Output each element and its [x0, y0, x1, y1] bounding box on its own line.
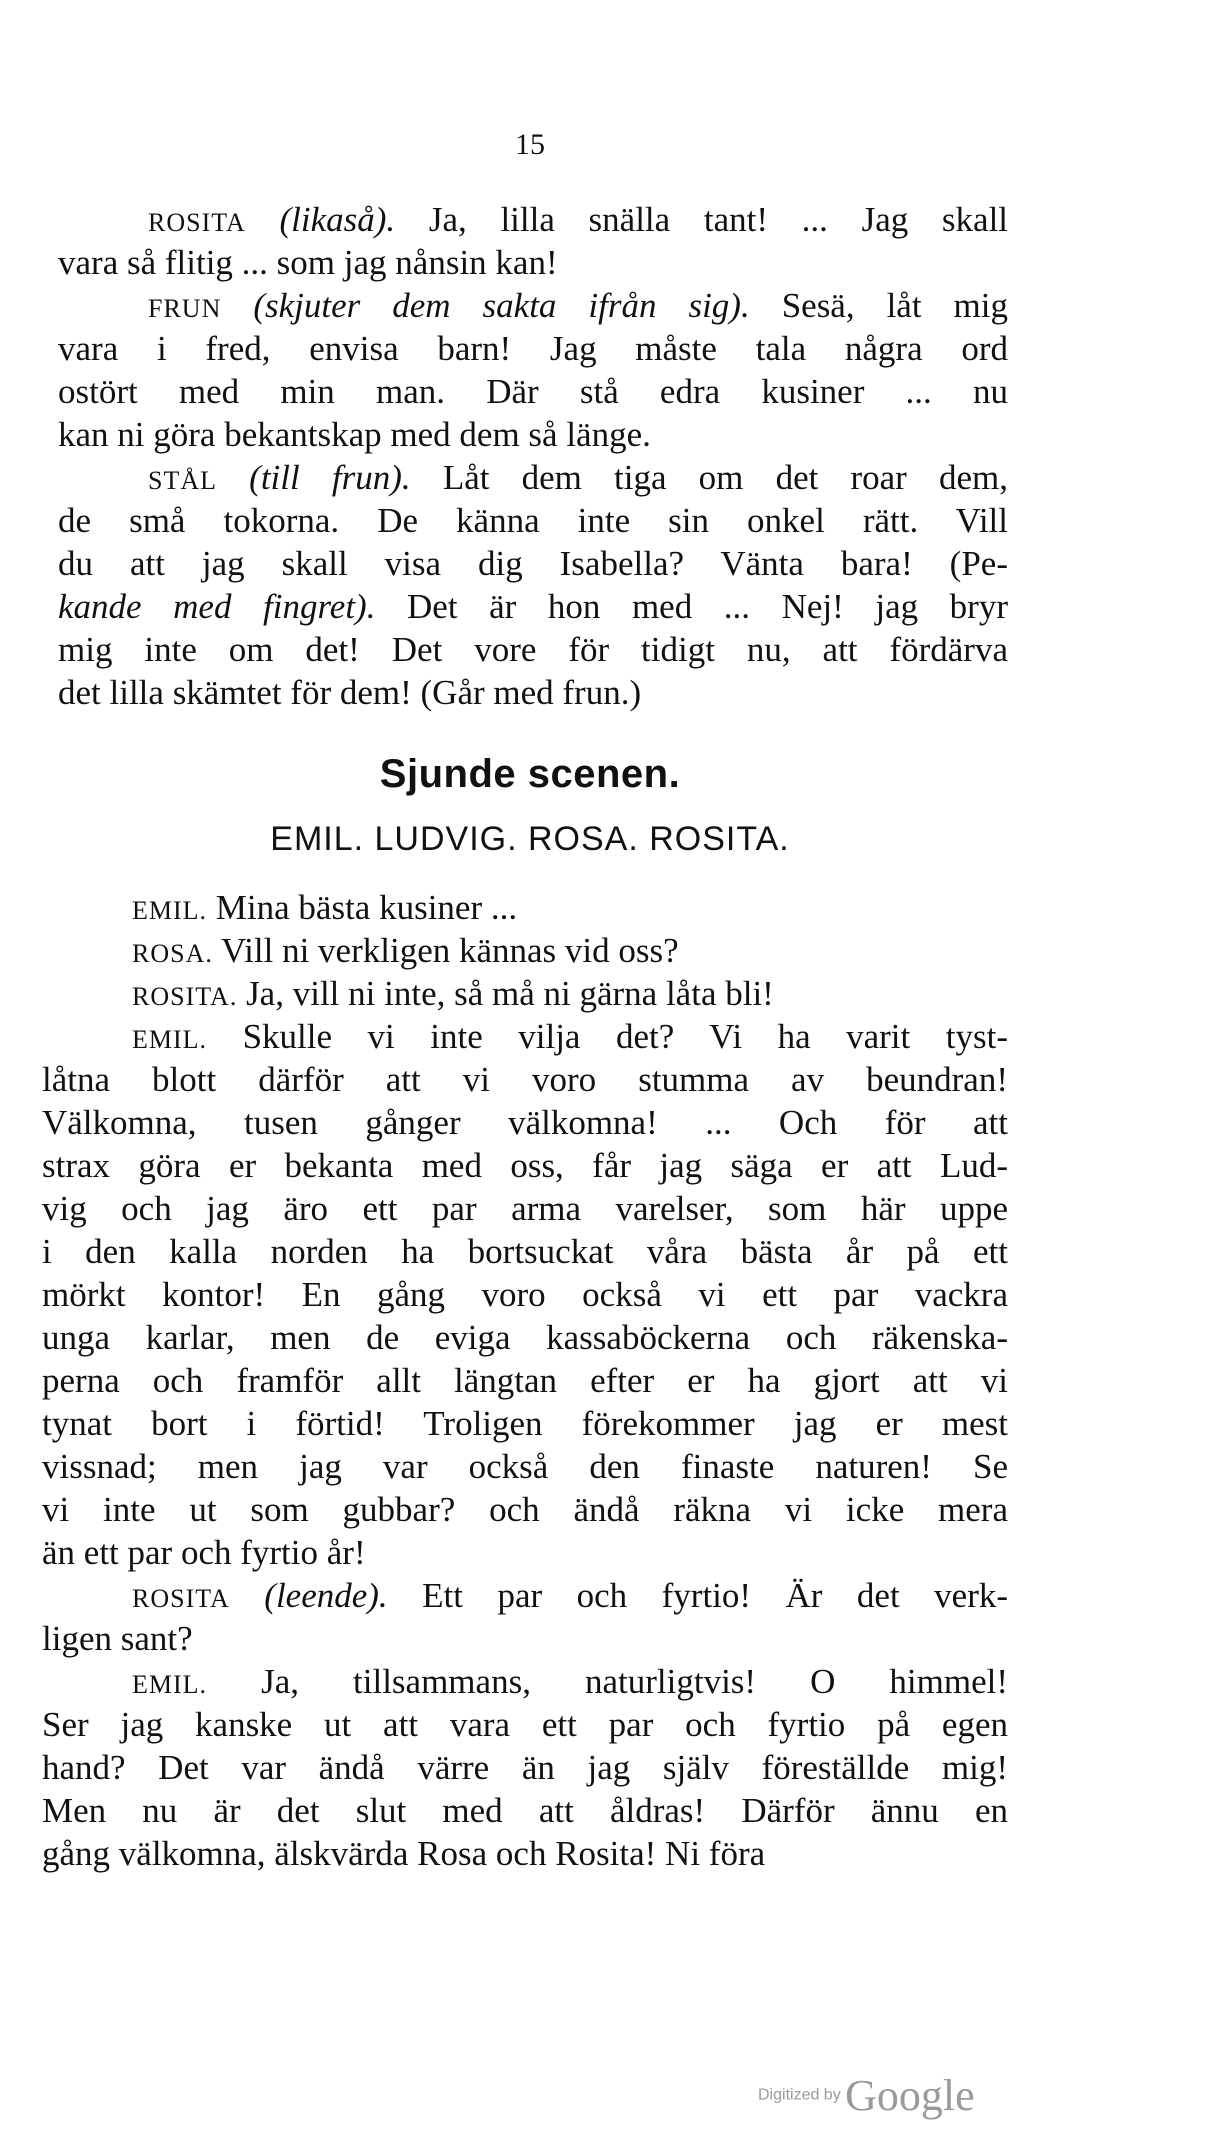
dialogue-text: kan ni göra bekantskap med dem så länge. [58, 415, 651, 454]
dialogue-text: låtna blott därför att vi voro stumma av beundran! [42, 1060, 1008, 1099]
text-line [42, 1359, 1008, 1402]
dialogue-text: gång välkomna, älskvärda Rosa och Rosita! Ni föra [42, 1834, 766, 1873]
text-line [42, 1703, 1008, 1746]
dialogue-text: Sesä, låt mig [781, 286, 1008, 325]
text-line [42, 1187, 1008, 1230]
stage-direction: kande med fingret). [58, 587, 376, 626]
dialogue-text: mörkt kontor! En gång voro också vi ett par vackra [42, 1275, 1008, 1314]
text-line [58, 542, 1008, 585]
dialogue-text: Ja, vill ni inte, så må ni gärna låta bli! [246, 974, 774, 1013]
text-line [42, 1531, 1008, 1574]
text-line [42, 1101, 1008, 1144]
text-line [42, 1660, 1008, 1703]
dialogue-text: du att jag skall visa dig Isabella? Vänta bara! (Pe- [58, 544, 1008, 583]
dialogue-text: vi inte ut som gubbar? och ändå räkna vi icke mera [42, 1490, 1008, 1529]
dialogue-text: Låt dem tiga om det roar dem, [442, 458, 1009, 497]
text-line [42, 1230, 1008, 1273]
dialogue-text: Skulle vi inte vilja det? Vi ha varit tyst- [242, 1017, 1008, 1056]
text-line [58, 628, 1008, 671]
text-line [42, 1574, 1008, 1617]
stage-direction: (leende). [264, 1576, 388, 1615]
speaker-name: EMIL. [132, 896, 208, 925]
text-line [58, 370, 1008, 413]
dialogue-text: Välkomna, tusen gånger välkomna! ... Och för att [42, 1103, 1008, 1142]
dialogue-text: Ja, lilla snälla tant! ... Jag skall [428, 200, 1009, 239]
text-line [42, 1746, 1008, 1789]
dialogue-text: Men nu är det slut med att åldras! Därför ännu en [42, 1791, 1008, 1830]
text-line [42, 1144, 1008, 1187]
speaker-name: EMIL. [132, 1025, 208, 1054]
dialogue-text: tynat bort i förtid! Troligen förekommer jag er mest [42, 1404, 1008, 1443]
text-line [58, 456, 1008, 499]
text-line [42, 1445, 1008, 1488]
text-line [58, 284, 1008, 327]
text-line [58, 671, 1008, 714]
text-line [42, 1273, 1008, 1316]
dialogue-text: strax göra er bekanta med oss, får jag säga er att Lud- [42, 1146, 1008, 1185]
text-line [58, 327, 1008, 370]
speaker-name: ROSITA. [132, 982, 238, 1011]
dialogue-text: vara i fred, envisa barn! Jag måste tala några ord [58, 329, 1008, 368]
text-line [42, 1402, 1008, 1445]
dialogue-text: Vill ni verkligen kännas vid oss? [220, 931, 679, 970]
text-line [42, 886, 1008, 929]
text-line [42, 1058, 1008, 1101]
text-line [42, 1316, 1008, 1359]
dialogue-text: Ser jag kanske ut att vara ett par och fyrtio på egen [42, 1705, 1008, 1744]
dialogue-text: vissnad; men jag var också den finaste naturen! Se [42, 1447, 1008, 1486]
dialogue-text: ligen sant? [42, 1619, 193, 1658]
dialogue-text: det lilla skämtet för dem! (Går med frun.) [58, 673, 642, 712]
dialogue-block-2 [42, 886, 1008, 1875]
dialogue-text: vig och jag äro ett par arma varelser, som här uppe [42, 1189, 1008, 1228]
text-line [42, 1832, 1008, 1875]
digitized-watermark [758, 2070, 975, 2121]
text-line [42, 1617, 1008, 1660]
stage-direction: (skjuter dem sakta ifrån sig). [253, 286, 750, 325]
dialogue-text: Mina bästa kusiner ... [215, 888, 518, 927]
dialogue-text: ostört med min man. Där stå edra kusiner ... nu [58, 372, 1008, 411]
dialogue-text: unga karlar, men de eviga kassaböckerna och räkenska- [42, 1318, 1008, 1357]
dialogue-text: perna och framför allt längtan efter er ha gjort att vi [42, 1361, 1008, 1400]
dialogue-text: i den kalla norden ha bortsuckat våra bästa år på ett [42, 1232, 1008, 1271]
dialogue-text: mig inte om det! Det vore för tidigt nu, att fördärva [58, 630, 1008, 669]
scene-title: Sjunde scenen. [379, 752, 681, 796]
dialogue-text: Ja, tillsammans, naturligtvis! O himmel! [261, 1662, 1009, 1701]
cast-list: EMIL. LUDVIG. ROSA. ROSITA. [270, 820, 790, 858]
dialogue-text: än ett par och fyrtio år! [42, 1533, 366, 1572]
stage-direction: (till frun). [249, 458, 411, 497]
dialogue-text: vara så flitig ... som jag nånsin kan! [58, 243, 558, 282]
text-line [42, 1488, 1008, 1531]
text-line [42, 1789, 1008, 1832]
speaker-name: ROSITA [148, 208, 246, 237]
speaker-name: ROSITA [132, 1584, 230, 1613]
dialogue-text: Det är hon med ... Nej! jag bryr [407, 587, 1008, 626]
text-line [42, 972, 1008, 1015]
speaker-name: ROSA. [132, 939, 213, 968]
dialogue-text: hand? Det var ändå värre än jag själv föreställde mig! [42, 1748, 1008, 1787]
text-line [58, 198, 1008, 241]
stage-direction: (likaså). [279, 200, 396, 239]
page-number: 15 [515, 128, 545, 161]
google-logo: Google [845, 2071, 975, 2120]
text-line [42, 929, 1008, 972]
dialogue-text: de små tokorna. De känna inte sin onkel rätt. Vill [58, 501, 1008, 540]
text-line [58, 413, 1008, 456]
text-line [58, 585, 1008, 628]
digitized-label: Digitized by [758, 2086, 841, 2104]
text-line [58, 499, 1008, 542]
speaker-name: EMIL. [132, 1670, 208, 1699]
text-line [58, 241, 1008, 284]
text-line [42, 1015, 1008, 1058]
dialogue-block-1 [58, 198, 1008, 714]
speaker-name: STÅL [148, 466, 217, 495]
speaker-name: FRUN [148, 294, 222, 323]
dialogue-text: Ett par och fyrtio! Är det verk- [422, 1576, 1009, 1615]
